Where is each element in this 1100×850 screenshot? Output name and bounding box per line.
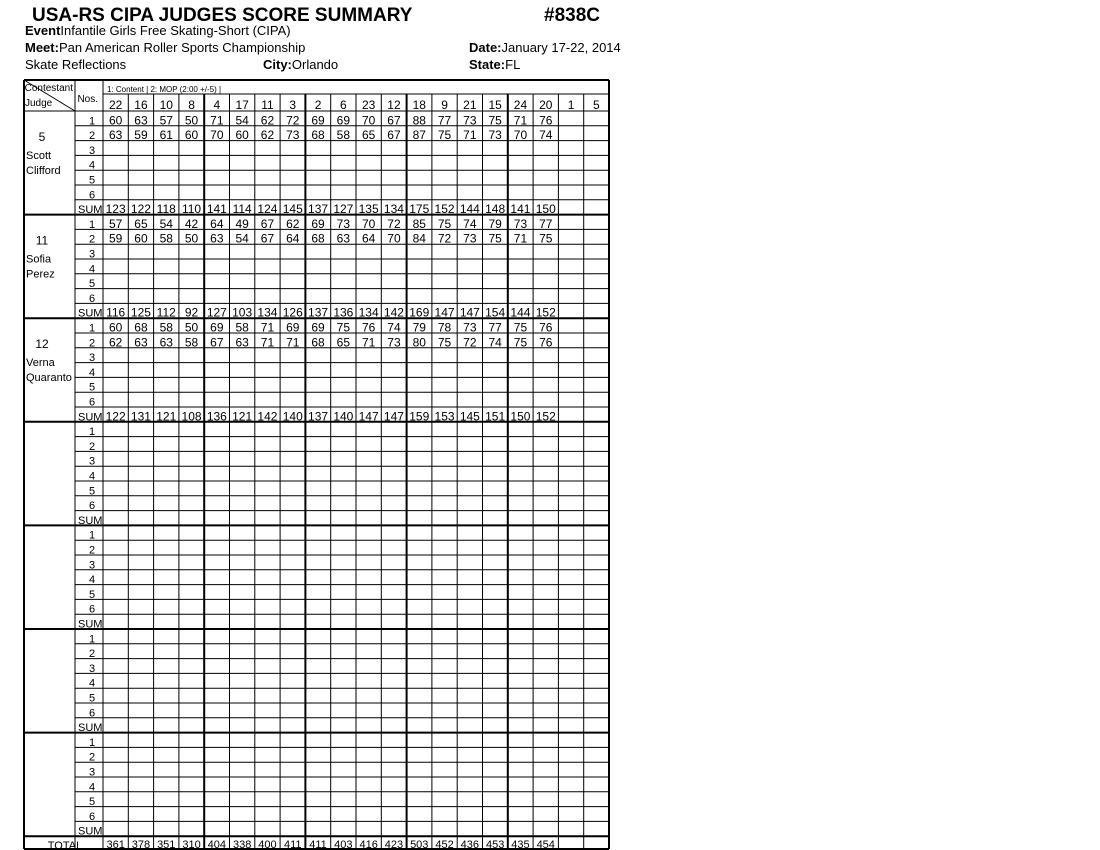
sum-cell: 159	[409, 409, 430, 424]
score-cell: 54	[235, 113, 249, 128]
event-label: Event	[25, 23, 61, 38]
score-cell: 64	[210, 216, 224, 231]
sum-cell: 114	[232, 202, 252, 217]
score-cell: 73	[286, 128, 300, 143]
row-label-sum: SUM	[78, 514, 103, 527]
row-label: 2	[88, 337, 96, 350]
contestant-number: 11	[261, 98, 274, 112]
total-cell: 403	[334, 839, 353, 850]
score-cell: 61	[159, 128, 173, 143]
row-label: 6	[88, 707, 96, 720]
sum-cell: 147	[383, 409, 404, 424]
score-cell: 71	[210, 113, 224, 128]
score-cell: 54	[235, 231, 249, 246]
row-label: 1	[88, 426, 96, 439]
score-cell: 69	[311, 113, 325, 128]
contestant-number: 1	[567, 98, 575, 112]
row-label: 3	[88, 455, 96, 468]
form-number: #838C	[544, 5, 600, 26]
total-cell: 436	[460, 839, 480, 850]
sum-cell: 144	[510, 305, 531, 320]
total-cell: 404	[207, 839, 227, 850]
row-label: 1	[88, 322, 96, 335]
score-cell: 88	[412, 113, 426, 128]
row-label: 3	[88, 766, 96, 779]
total-cell: 310	[182, 839, 201, 850]
score-cell: 68	[311, 335, 325, 350]
score-cell: 77	[437, 113, 452, 128]
score-cell: 63	[134, 335, 148, 350]
sum-cell: 134	[383, 202, 404, 217]
score-cell: 59	[134, 128, 148, 143]
total-cell: 400	[258, 839, 277, 850]
score-cell: 71	[260, 320, 275, 335]
judge-first-name: Scott	[26, 150, 52, 162]
sum-cell: 140	[282, 409, 303, 424]
judge-first-name: Sofia	[26, 253, 52, 266]
row-label: 4	[88, 470, 96, 483]
sum-cell: 135	[358, 202, 379, 217]
score-cell: 58	[184, 335, 199, 350]
score-cell: 62	[108, 335, 123, 350]
sum-cell: 152	[434, 202, 455, 217]
score-cell: 75	[488, 231, 502, 246]
sum-cell: 134	[257, 305, 278, 320]
row-label: 5	[88, 796, 96, 809]
sum-cell: 169	[409, 305, 430, 320]
contestant-number: 17	[235, 98, 249, 112]
sum-cell: 125	[130, 305, 151, 320]
sum-cell: 141	[510, 202, 531, 217]
score-cell: 65	[134, 216, 148, 231]
row-label: 4	[88, 677, 96, 690]
sum-cell: 152	[535, 409, 556, 424]
score-cell: 71	[513, 231, 528, 246]
score-cell: 71	[361, 335, 376, 350]
score-cell: 67	[260, 216, 275, 231]
score-cell: 73	[488, 128, 502, 143]
row-label: 4	[88, 574, 96, 587]
score-cell: 79	[412, 320, 426, 335]
score-cell: 84	[412, 231, 426, 246]
row-label: 3	[88, 559, 96, 572]
total-cell: 361	[106, 839, 125, 850]
sum-cell: 134	[358, 305, 379, 320]
score-cell: 72	[463, 335, 477, 350]
judge-first-name: Verna	[26, 357, 55, 370]
row-label: 6	[88, 396, 96, 409]
row-label-sum: SUM	[78, 618, 103, 631]
sum-cell: 124	[257, 202, 278, 217]
score-cell: 63	[210, 231, 224, 246]
row-label: 2	[88, 648, 96, 661]
sum-cell: 136	[333, 305, 354, 320]
score-cell: 74	[488, 335, 502, 350]
score-cell: 58	[159, 231, 173, 246]
score-cell: 76	[539, 113, 553, 128]
score-cell: 67	[260, 231, 275, 246]
judge-number: 5	[38, 130, 46, 144]
score-legend: 1: Content | 2: MOP (2:00 +/-5) |	[107, 85, 222, 94]
row-label: 6	[88, 292, 96, 305]
contestant-number: 22	[108, 98, 123, 112]
score-cell: 63	[336, 231, 351, 246]
sum-cell: 148	[485, 202, 506, 217]
total-cell: 378	[131, 839, 151, 850]
contestant-number: 4	[213, 98, 221, 112]
city-value: Orlando	[291, 57, 339, 72]
judge-last-name: Perez	[26, 268, 55, 281]
score-cell: 65	[361, 128, 376, 143]
sum-cell: 110	[181, 202, 202, 217]
total-cell: 503	[410, 839, 429, 850]
total-cell: 423	[384, 839, 404, 850]
sum-cell: 123	[105, 202, 126, 217]
sum-cell: 154	[485, 305, 506, 320]
contestant-number: 5	[593, 98, 600, 112]
score-cell: 65	[336, 335, 351, 350]
score-cell: 75	[488, 113, 502, 128]
total-cell: 338	[232, 839, 252, 850]
score-cell: 57	[108, 216, 123, 231]
total-cell: 435	[511, 839, 530, 850]
city-label: City:	[263, 57, 292, 72]
score-cell: 57	[159, 113, 173, 128]
score-cell: 69	[311, 216, 325, 231]
score-cell: 76	[361, 320, 376, 335]
score-cell: 71	[286, 335, 300, 350]
score-cell: 69	[336, 113, 351, 128]
score-cell: 62	[260, 128, 275, 143]
sum-cell: 127	[206, 305, 227, 320]
score-cell: 73	[463, 113, 477, 128]
score-cell: 73	[387, 335, 401, 350]
score-cell: 70	[387, 231, 401, 246]
meet-value: Pan American Roller Sports Championship	[58, 40, 306, 55]
sum-cell: 137	[308, 202, 329, 217]
row-label-sum: SUM	[78, 722, 103, 735]
row-label: 6	[88, 189, 96, 202]
sum-cell: 142	[257, 409, 278, 424]
row-label: 5	[88, 174, 96, 187]
score-cell: 74	[539, 128, 553, 143]
row-label: 3	[88, 248, 96, 261]
score-cell: 77	[539, 216, 553, 231]
score-cell: 73	[463, 320, 477, 335]
score-cell: 42	[184, 216, 199, 231]
sum-cell: 127	[333, 202, 354, 217]
score-cell: 75	[437, 335, 452, 350]
score-cell: 75	[513, 320, 528, 335]
row-label: 1	[88, 115, 96, 128]
sum-cell: 112	[156, 305, 176, 320]
row-label: 1	[88, 633, 96, 646]
score-cell: 54	[159, 216, 173, 231]
score-cell: 60	[108, 113, 123, 128]
score-cell: 60	[134, 231, 148, 246]
sum-cell: 147	[459, 305, 480, 320]
score-cell: 87	[412, 128, 426, 143]
row-label: 4	[88, 366, 96, 379]
contestant-number: 18	[412, 98, 426, 112]
score-cell: 77	[488, 320, 502, 335]
row-label: 3	[88, 352, 96, 365]
contestant-header: Contestant	[24, 83, 73, 94]
sum-cell: 108	[181, 409, 202, 424]
date-value: January 17-22, 2014	[501, 40, 621, 55]
row-label: 2	[88, 440, 96, 453]
sum-cell: 126	[282, 305, 303, 320]
score-cell: 50	[184, 320, 199, 335]
judge-header: Judge	[25, 98, 53, 109]
score-cell: 58	[336, 128, 351, 143]
row-label: 5	[88, 381, 96, 394]
score-cell: 63	[108, 128, 123, 143]
sum-cell: 175	[409, 202, 430, 217]
contestant-number: 8	[188, 98, 195, 112]
score-cell: 68	[311, 231, 325, 246]
contestant-number: 20	[539, 98, 553, 112]
venue: Skate Reflections	[25, 57, 127, 72]
score-cell: 76	[539, 320, 553, 335]
row-label: 3	[88, 144, 96, 157]
row-label: 6	[88, 500, 96, 513]
sum-cell: 145	[282, 202, 303, 217]
score-cell: 74	[387, 320, 401, 335]
total-cell: 411	[283, 839, 302, 850]
score-cell: 63	[235, 335, 249, 350]
contestant-number: 10	[159, 98, 173, 112]
score-cell: 63	[134, 113, 148, 128]
score-cell: 67	[387, 128, 401, 143]
score-cell: 60	[108, 320, 123, 335]
score-cell: 67	[387, 113, 401, 128]
score-cell: 85	[412, 216, 426, 231]
row-label: 1	[88, 218, 96, 231]
score-cell: 50	[184, 113, 199, 128]
score-cell: 76	[539, 335, 553, 350]
score-cell: 72	[437, 231, 452, 246]
sum-cell: 147	[358, 409, 379, 424]
row-label: 4	[88, 159, 96, 172]
contestant-number: 2	[314, 98, 322, 112]
state-value: FL	[505, 57, 521, 72]
sum-cell: 137	[308, 305, 329, 320]
sum-cell: 142	[383, 305, 404, 320]
row-label: 4	[88, 263, 96, 276]
sum-cell: 147	[434, 305, 455, 320]
judge-number: 12	[35, 337, 49, 352]
row-label-sum: SUM	[78, 307, 103, 320]
contestant-number: 12	[387, 98, 401, 112]
row-label: 1	[88, 529, 96, 542]
total-cell: 416	[359, 839, 378, 850]
score-cell: 62	[286, 216, 300, 231]
judge-number: 11	[35, 233, 49, 248]
total-cell: 452	[435, 839, 454, 850]
score-cell: 69	[210, 320, 224, 335]
sum-cell: 122	[105, 409, 126, 424]
sum-cell: 136	[206, 409, 227, 424]
total-cell: 411	[309, 839, 327, 850]
score-cell: 69	[311, 320, 325, 335]
row-label: 2	[88, 544, 96, 557]
row-label: 2	[88, 233, 96, 246]
contestant-number: 6	[340, 98, 347, 112]
score-cell: 78	[437, 320, 452, 335]
event-value: Infantile Girls Free Skating-Short (CIPA)	[60, 23, 291, 38]
score-cell: 75	[437, 216, 452, 231]
page-title: USA-RS CIPA JUDGES SCORE SUMMARY	[32, 5, 413, 26]
sum-cell: 152	[535, 305, 556, 320]
row-label: 2	[88, 751, 96, 764]
row-label-sum: SUM	[78, 825, 103, 838]
row-label: 3	[88, 662, 96, 675]
sum-cell: 137	[308, 409, 329, 424]
meet-label: Meet:	[25, 40, 59, 55]
sum-cell: 145	[459, 409, 480, 424]
score-cell: 75	[336, 320, 351, 335]
row-label: 2	[88, 130, 96, 143]
score-cell: 59	[108, 231, 123, 246]
score-cell: 73	[336, 216, 351, 231]
contestant-number: 23	[361, 98, 376, 112]
score-cell: 60	[184, 128, 199, 143]
contestant-number: 16	[134, 98, 148, 112]
row-label: 6	[88, 603, 96, 616]
row-label: 5	[88, 692, 96, 705]
sum-cell: 103	[232, 305, 253, 320]
total-cell: 454	[536, 839, 555, 850]
contestant-number: 9	[441, 98, 448, 112]
sum-cell: 150	[535, 202, 556, 217]
judge-last-name: Clifford	[26, 165, 61, 177]
score-cell: 68	[134, 320, 148, 335]
sum-cell: 140	[333, 409, 354, 424]
row-label: 5	[88, 278, 96, 291]
total-cell: 351	[157, 839, 176, 850]
score-cell: 72	[387, 216, 401, 231]
nos-header: Nos.	[77, 94, 98, 105]
score-cell: 75	[437, 128, 452, 143]
score-cell: 62	[260, 113, 275, 128]
score-cell: 73	[463, 231, 477, 246]
row-label: 5	[88, 588, 96, 601]
row-label-sum: SUM	[78, 204, 103, 217]
date-label: Date:	[469, 40, 502, 55]
sum-cell: 131	[130, 409, 151, 424]
score-cell: 49	[235, 216, 249, 231]
score-cell: 75	[513, 335, 528, 350]
total-label: TOTAL	[47, 840, 83, 850]
score-cell: 64	[286, 231, 300, 246]
row-label-sum: SUM	[78, 411, 103, 424]
score-cell: 80	[412, 335, 426, 350]
row-label: 5	[88, 485, 96, 498]
sum-cell: 121	[232, 409, 253, 424]
sum-cell: 118	[156, 202, 176, 217]
score-cell: 60	[235, 128, 249, 143]
score-cell: 74	[463, 216, 477, 231]
sum-cell: 122	[130, 202, 151, 217]
score-cell: 70	[361, 216, 376, 231]
row-label: 4	[88, 781, 96, 794]
sum-cell: 151	[485, 409, 506, 424]
contestant-number: 15	[488, 98, 502, 112]
total-cell: 453	[485, 839, 505, 850]
score-cell: 68	[311, 128, 325, 143]
sum-cell: 92	[184, 305, 199, 320]
sum-cell: 150	[510, 409, 531, 424]
score-cell: 63	[159, 335, 173, 350]
row-label: 6	[88, 810, 96, 823]
score-cell: 67	[210, 335, 224, 350]
score-cell: 69	[286, 320, 300, 335]
score-cell: 70	[513, 128, 528, 143]
score-cell: 50	[184, 231, 199, 246]
sum-cell: 141	[206, 202, 227, 217]
score-cell: 58	[159, 320, 173, 335]
score-cell: 79	[488, 216, 502, 231]
contestant-number: 21	[463, 98, 477, 112]
score-cell: 71	[260, 335, 275, 350]
row-label: 1	[88, 736, 96, 749]
score-cell: 73	[513, 216, 528, 231]
score-cell: 64	[361, 231, 376, 246]
score-cell: 70	[210, 128, 224, 143]
score-cell: 72	[286, 113, 300, 128]
score-cell: 70	[361, 113, 376, 128]
score-cell: 71	[513, 113, 528, 128]
state-label: State:	[469, 57, 506, 72]
sum-cell: 144	[459, 202, 480, 217]
sum-cell: 116	[106, 305, 126, 320]
score-cell: 71	[463, 128, 477, 143]
contestant-number: 24	[513, 98, 528, 112]
sum-cell: 121	[156, 409, 177, 424]
score-cell: 75	[539, 231, 553, 246]
judge-last-name: Quaranto	[26, 372, 72, 385]
sum-cell: 153	[434, 409, 455, 424]
contestant-number: 3	[289, 98, 297, 112]
score-cell: 58	[235, 320, 249, 335]
